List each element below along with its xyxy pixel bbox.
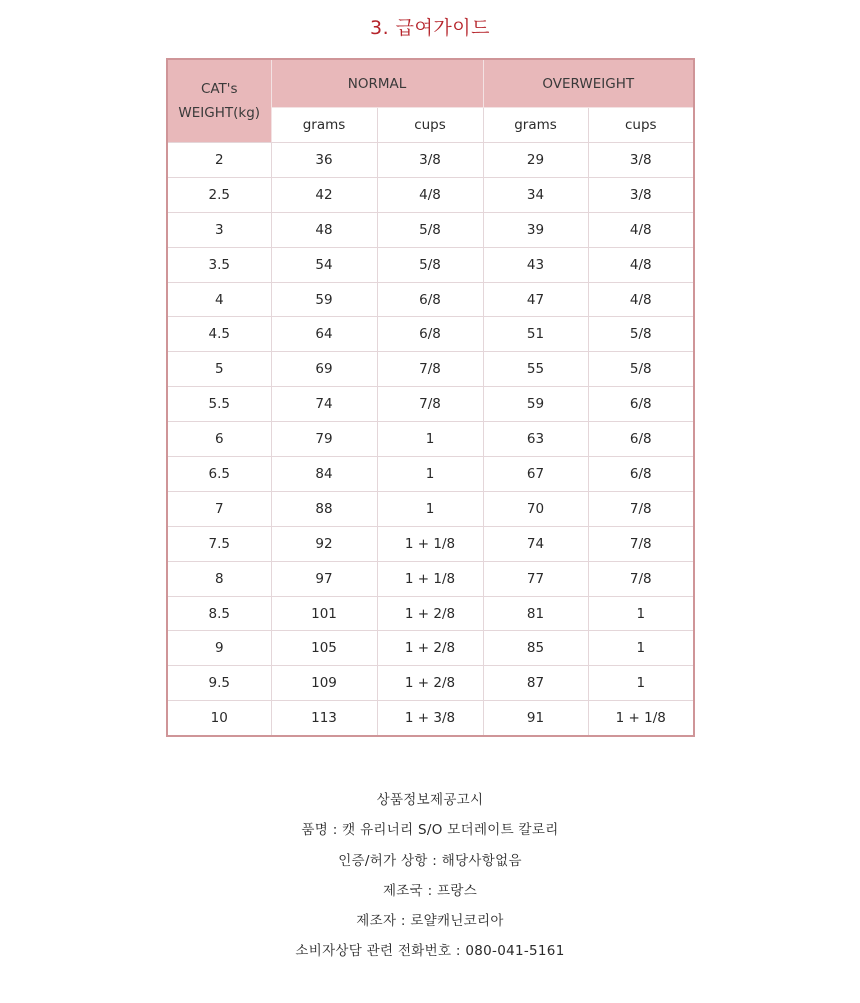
cell-overweight-grams: 47: [483, 282, 588, 317]
cell-normal-cups: 1: [377, 422, 483, 457]
cell-normal-cups: 1 + 1/8: [377, 526, 483, 561]
cell-overweight-cups: 6/8: [588, 387, 694, 422]
cell-normal-cups: 1 + 2/8: [377, 631, 483, 666]
cell-weight: 4: [167, 282, 271, 317]
header-normal-grams: grams: [271, 108, 377, 143]
cell-overweight-grams: 74: [483, 526, 588, 561]
cell-normal-cups: 7/8: [377, 387, 483, 422]
cell-normal-cups: 5/8: [377, 212, 483, 247]
cell-normal-cups: 1 + 1/8: [377, 561, 483, 596]
table-row: [167, 491, 694, 526]
cell-normal-grams: 54: [271, 247, 377, 282]
cell-weight: 6: [167, 422, 271, 457]
cell-weight: 5.5: [167, 387, 271, 422]
cell-normal-grams: 74: [271, 387, 377, 422]
table-row: [167, 143, 694, 178]
feeding-guide-table: [166, 58, 695, 737]
header-normal: NORMAL: [271, 59, 483, 108]
cell-normal-grams: 48: [271, 212, 377, 247]
cell-overweight-grams: 63: [483, 422, 588, 457]
header-cat-weight: [167, 59, 271, 143]
cell-weight: 10: [167, 701, 271, 736]
cell-weight: 4.5: [167, 317, 271, 352]
cell-overweight-cups: 1: [588, 631, 694, 666]
cell-normal-grams: 105: [271, 631, 377, 666]
table-row: [167, 561, 694, 596]
table-row: [167, 526, 694, 561]
cell-normal-grams: 84: [271, 457, 377, 492]
cell-overweight-grams: 43: [483, 247, 588, 282]
cell-weight: 7: [167, 491, 271, 526]
cell-normal-cups: 5/8: [377, 247, 483, 282]
cell-overweight-grams: 59: [483, 387, 588, 422]
cell-normal-grams: 64: [271, 317, 377, 352]
cell-normal-cups: 1 + 2/8: [377, 596, 483, 631]
cell-overweight-grams: 39: [483, 212, 588, 247]
cell-normal-cups: 1: [377, 491, 483, 526]
cell-normal-cups: 1 + 2/8: [377, 666, 483, 701]
cell-overweight-cups: 6/8: [588, 457, 694, 492]
cell-normal-grams: 101: [271, 596, 377, 631]
cell-overweight-cups: 1: [588, 666, 694, 701]
cell-normal-cups: 6/8: [377, 282, 483, 317]
cell-normal-grams: 97: [271, 561, 377, 596]
cell-normal-grams: 79: [271, 422, 377, 457]
cell-normal-grams: 42: [271, 177, 377, 212]
cell-overweight-cups: 7/8: [588, 526, 694, 561]
cell-overweight-cups: 7/8: [588, 561, 694, 596]
table-row: [167, 387, 694, 422]
cell-normal-cups: 6/8: [377, 317, 483, 352]
cell-overweight-grams: 51: [483, 317, 588, 352]
header-cat-weight-line1: CAT's: [200, 81, 238, 97]
cell-overweight-cups: 3/8: [588, 143, 694, 178]
table-row: [167, 457, 694, 492]
cell-normal-grams: 113: [271, 701, 377, 736]
cell-weight: 8: [167, 561, 271, 596]
cell-overweight-grams: 77: [483, 561, 588, 596]
header-normal-cups: cups: [377, 108, 483, 143]
cell-weight: 8.5: [167, 596, 271, 631]
cell-overweight-cups: 1 + 1/8: [588, 701, 694, 736]
table-body: [167, 143, 694, 737]
table-row: [167, 282, 694, 317]
table-row: [167, 422, 694, 457]
page-title: 3. 급여가이드: [370, 17, 490, 39]
header-row-groups: [167, 59, 694, 108]
cell-normal-cups: 7/8: [377, 352, 483, 387]
cell-weight: 9: [167, 631, 271, 666]
cell-weight: 3.5: [167, 247, 271, 282]
cell-overweight-cups: 6/8: [588, 422, 694, 457]
table-row: [167, 247, 694, 282]
cell-normal-grams: 69: [271, 352, 377, 387]
cell-normal-grams: 109: [271, 666, 377, 701]
header-overweight-grams: grams: [483, 108, 588, 143]
cell-overweight-grams: 85: [483, 631, 588, 666]
cell-weight: 9.5: [167, 666, 271, 701]
table-row: [167, 352, 694, 387]
cell-weight: 3: [167, 212, 271, 247]
cell-weight: 2: [167, 143, 271, 178]
table-row: [167, 701, 694, 736]
cell-overweight-grams: 91: [483, 701, 588, 736]
cell-weight: 5: [167, 352, 271, 387]
cell-overweight-cups: 5/8: [588, 352, 694, 387]
notice-product-name: 품명 : 캣 유리너리 S/O 모더레이트 칼로리: [301, 822, 559, 839]
notice-country: 제조국 : 프랑스: [382, 882, 478, 899]
cell-normal-cups: 4/8: [377, 177, 483, 212]
cell-normal-grams: 88: [271, 491, 377, 526]
cell-normal-cups: 1 + 3/8: [377, 701, 483, 736]
table-row: [167, 666, 694, 701]
cell-overweight-cups: 4/8: [588, 247, 694, 282]
cell-overweight-grams: 81: [483, 596, 588, 631]
cell-normal-grams: 59: [271, 282, 377, 317]
cell-overweight-grams: 55: [483, 352, 588, 387]
notice-certification: 인증/허가 상항 : 해당사항없음: [338, 852, 522, 869]
header-overweight-cups: cups: [588, 108, 694, 143]
notice-heading: 상품정보제공고시: [376, 792, 484, 808]
cell-normal-grams: 92: [271, 526, 377, 561]
cell-overweight-cups: 7/8: [588, 491, 694, 526]
cell-weight: 6.5: [167, 457, 271, 492]
cell-overweight-cups: 5/8: [588, 317, 694, 352]
header-cat-weight-line2: WEIGHT(kg): [178, 105, 261, 121]
table-row: [167, 317, 694, 352]
cell-overweight-grams: 87: [483, 666, 588, 701]
notice-phone: 소비자상담 관련 전화번호 : 080-041-5161: [295, 943, 565, 960]
cell-normal-cups: 3/8: [377, 143, 483, 178]
cell-overweight-grams: 29: [483, 143, 588, 178]
table-row: [167, 212, 694, 247]
product-info-notice: [0, 785, 860, 967]
cell-overweight-cups: 3/8: [588, 177, 694, 212]
cell-overweight-cups: 4/8: [588, 282, 694, 317]
cell-overweight-cups: 1: [588, 596, 694, 631]
cell-weight: 7.5: [167, 526, 271, 561]
header-overweight: OVERWEIGHT: [483, 59, 694, 108]
table-row: [167, 631, 694, 666]
notice-manufacturer: 제조자 : 로얄캐닌코리아: [356, 913, 504, 930]
cell-overweight-cups: 4/8: [588, 212, 694, 247]
table-row: [167, 596, 694, 631]
table-row: [167, 177, 694, 212]
cell-weight: 2.5: [167, 177, 271, 212]
cell-normal-cups: 1: [377, 457, 483, 492]
cell-overweight-grams: 67: [483, 457, 588, 492]
cell-overweight-grams: 70: [483, 491, 588, 526]
cell-normal-grams: 36: [271, 143, 377, 178]
cell-overweight-grams: 34: [483, 177, 588, 212]
